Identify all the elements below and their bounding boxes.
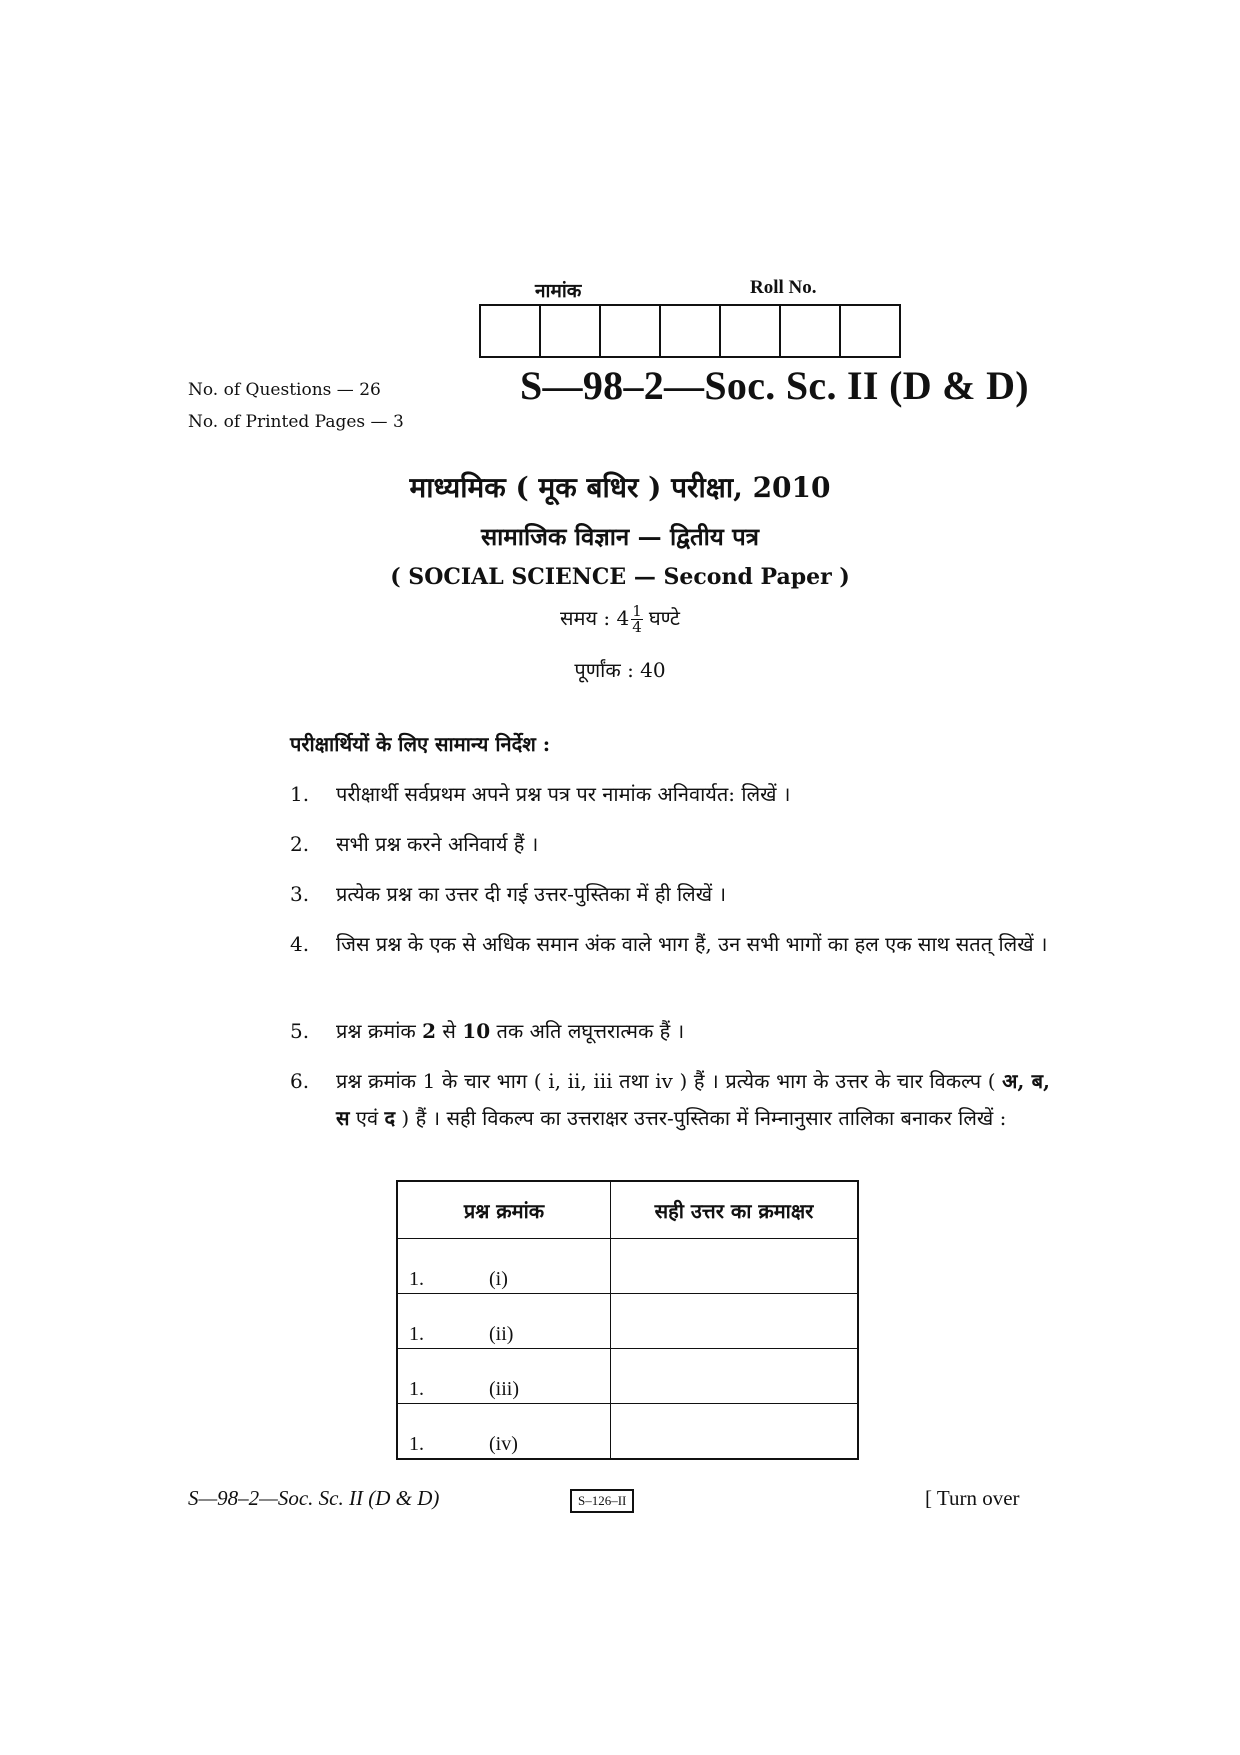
column-header: प्रश्न क्रमांक <box>397 1181 611 1239</box>
item-number: 3. <box>290 882 310 906</box>
table-row <box>397 1349 858 1404</box>
answer-cell[interactable] <box>611 1294 859 1349</box>
item-number: 1. <box>290 782 310 806</box>
roll-number-boxes <box>479 304 901 358</box>
text-part: प्रश्न क्रमांक <box>336 1019 416 1043</box>
answer-cell[interactable] <box>611 1239 859 1294</box>
question-cell <box>397 1349 611 1404</box>
bold-options: अ, ब, स <box>336 1069 1050 1130</box>
question-number: 1. <box>409 1268 424 1290</box>
question-number: 1. <box>409 1433 424 1455</box>
text-part: तक अति लघूत्तरात्मक हैं । <box>496 1019 685 1043</box>
subject-hindi: सामाजिक विज्ञान — द्वितीय पत्र <box>480 522 760 551</box>
item-number: 5. <box>290 1019 310 1043</box>
fraction-numerator: 1 <box>632 602 642 620</box>
time-fraction <box>631 604 643 635</box>
footer-paper-code: S—98–2—Soc. Sc. II (D & D) <box>188 1486 440 1510</box>
instruction-item <box>290 926 1050 963</box>
answer-format-table <box>396 1180 859 1460</box>
answer-cell[interactable] <box>611 1404 859 1460</box>
column-header: सही उत्तर का क्रमाक्षर <box>611 1181 859 1239</box>
roll-digit-box[interactable] <box>541 306 601 356</box>
question-cell <box>397 1294 611 1349</box>
question-cell <box>397 1239 611 1294</box>
instruction-item <box>290 776 1050 813</box>
item-number: 4. <box>290 932 310 956</box>
item-text <box>336 1063 1050 1137</box>
roll-digit-box[interactable] <box>781 306 841 356</box>
time-unit: घण्टे <box>648 606 680 630</box>
item-text: जिस प्रश्न के एक से अधिक समान अंक वाले भाग हैं, उन सभी भागों का हल एक साथ सतत् लिखें । <box>336 932 1048 956</box>
roll-digit-box[interactable] <box>661 306 721 356</box>
question-cell <box>397 1404 611 1460</box>
bold-number: 2 <box>422 1019 437 1043</box>
instruction-item <box>290 876 1050 913</box>
number-of-pages: No. of Printed Pages — 3 <box>188 412 404 432</box>
number-of-questions: No. of Questions — 26 <box>188 380 381 400</box>
exam-duration <box>0 604 1240 635</box>
roll-digit-box[interactable] <box>601 306 661 356</box>
roll-digit-box[interactable] <box>481 306 541 356</box>
bold-option: द <box>384 1106 396 1130</box>
instruction-item <box>290 1013 1050 1050</box>
item-text <box>336 1013 1050 1050</box>
total-marks: पूर्णांक : 40 <box>574 658 666 682</box>
item-text: प्रत्येक प्रश्न का उत्तर दी गई उत्तर-पुस्तिका में ही लिखें । <box>336 882 727 906</box>
table-row <box>397 1294 858 1349</box>
item-number: 6. <box>290 1069 310 1093</box>
question-part: (iii) <box>489 1378 519 1400</box>
roll-digit-box[interactable] <box>841 306 899 356</box>
item-number: 2. <box>290 832 310 856</box>
fraction-denominator: 4 <box>632 618 642 636</box>
item-text: परीक्षार्थी सर्वप्रथम अपने प्रश्न पत्र पर नामांक अनिवार्यत: लिखें । <box>336 782 791 806</box>
exam-title: माध्यमिक ( मूक बधिर ) परीक्षा, 2010 <box>409 471 831 504</box>
answer-cell[interactable] <box>611 1349 859 1404</box>
table-row <box>397 1239 858 1294</box>
paper-code-title: S—98–2—Soc. Sc. II (D & D) <box>520 363 1029 408</box>
question-part: (i) <box>489 1268 508 1290</box>
text-part: से <box>442 1019 456 1043</box>
question-number: 1. <box>409 1378 424 1400</box>
item-text: सभी प्रश्न करने अनिवार्य हैं । <box>336 832 539 856</box>
table-row <box>397 1404 858 1460</box>
footer-series-code: S–126–II <box>570 1489 634 1513</box>
roll-label-english: Roll No. <box>750 277 817 298</box>
roll-label-hindi: नामांक <box>535 281 582 302</box>
table-header-row <box>397 1181 858 1239</box>
instruction-item <box>290 1063 1050 1137</box>
instructions-heading: परीक्षार्थियों के लिए सामान्य निर्देश : <box>290 732 551 756</box>
text-part: ) हैं । सही विकल्प का उत्तराक्षर उत्तर-पुस्तिका में निम्नानुसार तालिका बनाकर लिखें : <box>401 1106 1007 1130</box>
text-part: प्रश्न क्रमांक 1 के चार भाग ( i, ii, iii तथा iv ) हैं । प्रत्येक भाग के उत्तर के चार विकल्प ( <box>336 1069 996 1093</box>
time-label: समय : 4 <box>560 606 630 630</box>
question-part: (iv) <box>489 1433 518 1455</box>
roll-number-labels <box>480 277 900 301</box>
turn-over-note: [ Turn over <box>925 1486 1020 1510</box>
subject-english: ( SOCIAL SCIENCE — Second Paper ) <box>390 564 850 590</box>
question-number: 1. <box>409 1323 424 1345</box>
instruction-item <box>290 826 1050 863</box>
roll-digit-box[interactable] <box>721 306 781 356</box>
question-part: (ii) <box>489 1323 514 1345</box>
text-part: एवं <box>355 1106 379 1130</box>
bold-number: 10 <box>462 1019 491 1043</box>
